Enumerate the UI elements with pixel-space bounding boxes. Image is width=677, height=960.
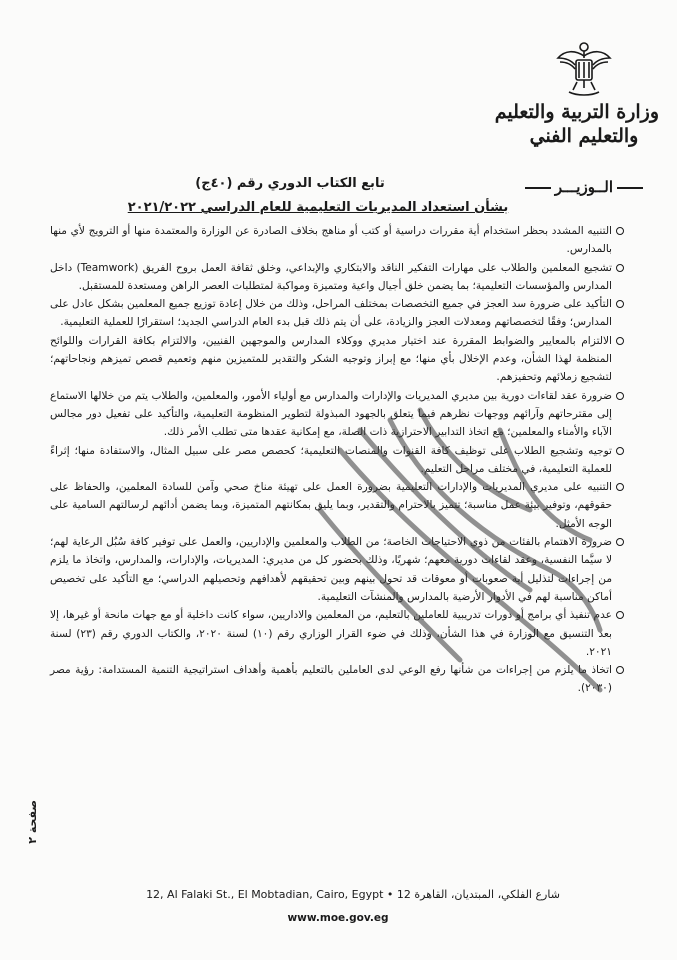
list-item: تشجيع المعلمين والطلاب على مهارات التفكير الناقد والابتكاري والإبداعي، وخلق ثقافة العمل بروح الفريق (Teamwork) داخل المدارس والمؤسسات التعليمية؛ بما يضمن خلق أجيال واعية ومتميزة ومواكبة لمتطلبات العصر الراهن ومستعدة للمستقبل. (50, 259, 624, 296)
minister-text: الــوزيـــر (554, 178, 613, 196)
list-item: عدم تنفيذ أي برامج أو دورات تدريبية للعاملين بالتعليم، من المعلمين والاداريين، سواء كانت داخلية أو مع جهات مانحة أو غيرها، إلا بعد التنسيق مع الوزارة في هذا الشأن، وذلك في ضوء القرار الوزاري رقم (١٠) لسنة ٢٠٢٠، والكتاب الدوري رقم (٢٣) لسنة ٢٠٢١. (50, 606, 624, 661)
document-subtitle: تابع الكتاب الدوري رقم (٤٠ج) (195, 176, 385, 191)
page-number: صفحة ٢ (26, 800, 39, 844)
footer-address: 12, Al Falaki St., El Mobtadian, Cairo, Egypt • 12 شارع الفلكي، المبتديان، القاهرة (146, 888, 560, 901)
egyptian-eagle-icon (555, 38, 613, 100)
list-item: التنبيه المشدد بحظر استخدام أية مقررات دراسية أو كتب أو مناهج بخلاف الصادرة عن الوزارة والمعتمدة منها أو الترويج لأي منها بالمدارس. (50, 222, 624, 259)
ministry-name-line2: والتعليم الفني (529, 125, 639, 147)
list-item: التأكيد على ضرورة سد العجز في جميع التخصصات بمختلف المراحل، وذلك من خلال إعادة توزيع جميع المعلمين بشكل عادل على المدارس؛ وفقًا لتخصصاتهم ومعدلات العجز والزيادة، على أن يتم ذلك قبل بدء العام الدراسي الجديد؛ استقرارًا للعملية التعليمية. (50, 295, 624, 332)
ministry-name-line1: وزارة التربية والتعليم (494, 101, 659, 123)
footer-website: www.moe.gov.eg (287, 912, 389, 924)
list-item: ضرورة عقد لقاءات دورية بين مديري المديريات والإدارات والمدارس مع أولياء الأمور، والمعلمين، والطلاب يتم من خلالها الاستماع إلى مقترحاتهم وآرائهم ووجهات نظرهم فيما يتعلق بالجهود المبذولة لتطوير المنظومة التعليمية، والتأكيد على تفعيل دور مجالس الآباء والأمناء والمعلمين؛ مع اتخاذ التدابير الاحترازية ذات الصلة، مع إمكانية عقدها متى تطلب الأمر ذلك. (50, 387, 624, 442)
list-item: الالتزام بالمعايير والضوابط المقررة عند اختيار مديري ووكلاء المدارس والموجهين الفنيين، والالتزام بكافة القرارات واللوائح المنظمة لهذا الشأن، وعدم الإخلال بأي منها؛ مع إبراز وتوجيه الشكر والتقدير للمتميزين منهم وتعميم قصص تميزهم ونجاحاتهم؛ لتشجيع زملائهم وتحفيزهم. (50, 332, 624, 387)
list-item: اتخاذ ما يلزم من إجراءات من شأنها رفع الوعي لدى العاملين بالتعليم بأهمية وأهداف استراتيجية التنمية المستدامة: رؤية مصر (٢٠٣٠). (50, 661, 624, 698)
list-item: التنبيه على مديري المديريات والإدارات التعليمية بضرورة العمل على تهيئة مناخ صحي وآمن للسادة المعلمين، والحفاظ على حقوقهم، وتوفير بيئة عمل مناسبة؛ تتميز بالاحترام والتقدير، وبما يليق بمكانتهم المتميزة، وبما يضمن أدائهم لرسالتهم السامية على الوجه الأمثل. (50, 478, 624, 533)
list-item: توجيه وتشجيع الطلاب على توظيف كافة القنوات والمنصات التعليمية؛ كحصص مصر على سبيل المثال، والاستفادة منها؛ إثراءً للعملية التعليمية، في مختلف مراحل التعليم. (50, 442, 624, 479)
letterhead (494, 38, 659, 148)
directives-list (50, 222, 624, 698)
minister-label (521, 178, 647, 196)
dash-divider (617, 187, 643, 189)
list-item: ضرورة الاهتمام بالفئات من ذوي الاحتياجات الخاصة؛ من الطلاب والمعلمين والإداريين، والعمل على توفير كافة سُبُل الرعاية لهم؛ لا سيَّما النفسية، وعقد لقاءات دورية معهم؛ شهريًا، وذلك بحضور كل من مديري: المديريات، والإدارات، والمدارس، واتخاذ ما يلزم من إجراءات لتذليل أية صعوبات أو معوقات قد تحول بينهم وبين تحقيقهم لأهدافهم وتحصيلهم الدراسي؛ مع التأكيد على تخصيص أماكن مناسبة لهم في الأدوار الأرضية بالمدارس والمنشآت التعليمية. (50, 533, 624, 606)
dash-divider (525, 187, 551, 189)
document-title: بشأن استعداد المديريات التعليمية للعام الدراسي ٢٠٢١/٢٠٢٢ (127, 200, 509, 215)
